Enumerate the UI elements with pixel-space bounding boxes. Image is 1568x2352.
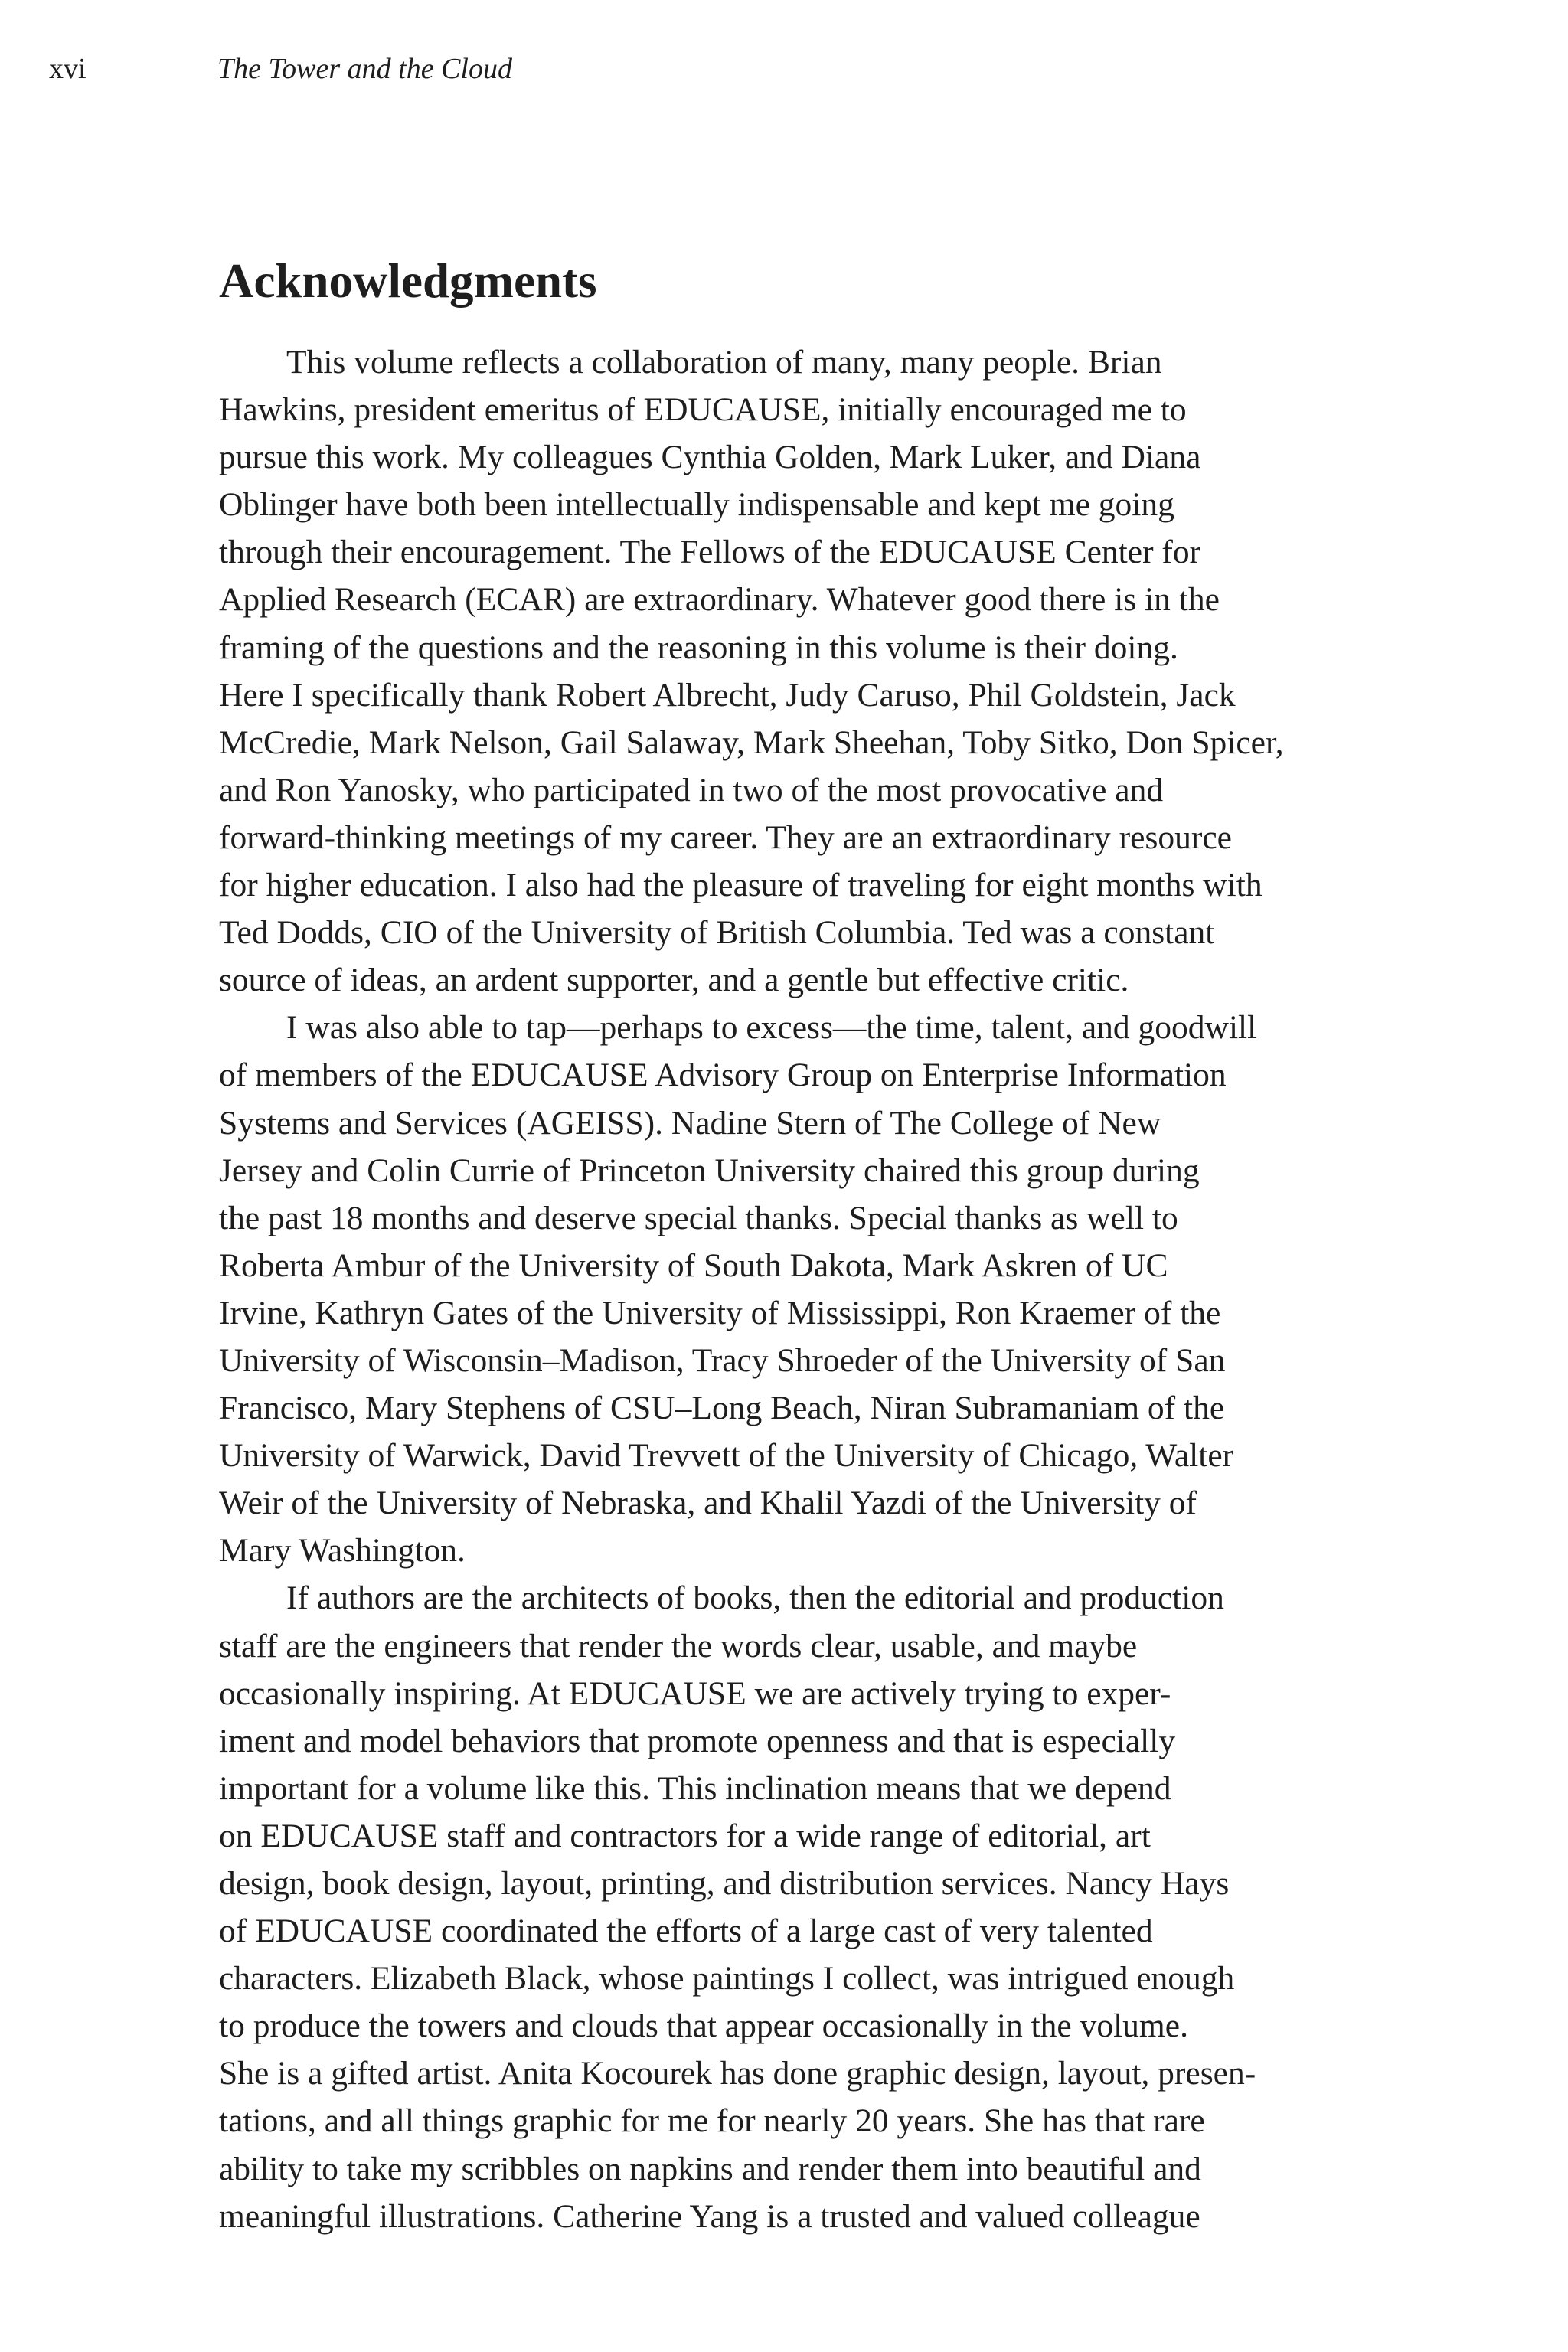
text-line: She is a gifted artist. Anita Kocourek has done graphic design, layout, presen- (219, 2055, 1256, 2092)
text-line: University of Wisconsin–Madison, Tracy Shroeder of the University of San (219, 1341, 1226, 1379)
text-line: Jersey and Colin Currie of Princeton University chaired this group during (219, 1152, 1200, 1189)
text-line: Roberta Ambur of the University of South Dakota, Mark Askren of UC (219, 1246, 1168, 1284)
text-line: design, book design, layout, printing, and distribution services. Nancy Hays (219, 1865, 1230, 1902)
text-line: Here I specifically thank Robert Albrecht, Judy Caruso, Phil Goldstein, Jack (219, 676, 1236, 714)
text-line: ability to take my scribbles on napkins and render them into beautiful and (219, 2150, 1201, 2187)
text-line: This volume reflects a collaboration of many, many people. Brian (286, 344, 1162, 381)
text-line: I was also able to tap—perhaps to excess—the time, talent, and goodwill (286, 1009, 1257, 1047)
text-line: If authors are the architects of books, then the editorial and production (286, 1579, 1224, 1617)
text-line: characters. Elizabeth Black, whose paintings I collect, was intrigued enough (219, 1960, 1235, 1998)
text-line: tations, and all things graphic for me for nearly 20 years. She has that rare (219, 2102, 1205, 2140)
text-line: on EDUCAUSE staff and contractors for a wide range of editorial, art (219, 1817, 1151, 1854)
running-title: The Tower and the Cloud (217, 53, 512, 85)
text-line: Mary Washington. (219, 1532, 466, 1570)
text-line: Weir of the University of Nebraska, and Khalil Yazdi of the University of (219, 1485, 1197, 1522)
text-line: Irvine, Kathryn Gates of the University of Mississippi, Ron Kraemer of the (219, 1294, 1221, 1331)
text-line: framing of the questions and the reasoning in this volume is their doing. (219, 629, 1178, 666)
text-line: source of ideas, an ardent supporter, and a gentle but effective critic. (219, 962, 1129, 999)
text-line: and Ron Yanosky, who participated in two of the most provocative and (219, 771, 1164, 808)
text-line: pursue this work. My colleagues Cynthia Golden, Mark Luker, and Diana (219, 439, 1201, 476)
text-line: meaningful illustrations. Catherine Yang is a trusted and valued colleague (219, 2197, 1200, 2235)
text-line: forward-thinking meetings of my career. They are an extraordinary resource (219, 818, 1232, 856)
page-content (219, 247, 1367, 2240)
paragraph (219, 1574, 1367, 2239)
text-line: occasionally inspiring. At EDUCAUSE we are actively trying to exper- (219, 1674, 1171, 1712)
page-number: xvi (49, 53, 87, 85)
paragraph (219, 1004, 1367, 1574)
text-line: Applied Research (ECAR) are extraordinary. Whatever good there is in the (219, 581, 1220, 619)
text-line: Hawkins, president emeritus of EDUCAUSE, initially encouraged me to (219, 391, 1187, 429)
text-line: for higher education. I also had the pleasure of traveling for eight months with (219, 867, 1263, 904)
running-header (49, 49, 512, 89)
paragraph (219, 338, 1367, 1004)
text-line: University of Warwick, David Trevvett of the University of Chicago, Walter (219, 1437, 1234, 1475)
text-line: Systems and Services (AGEISS). Nadine Stern of The College of New (219, 1104, 1161, 1142)
text-line: staff are the engineers that render the words clear, usable, and maybe (219, 1627, 1138, 1664)
text-line: of members of the EDUCAUSE Advisory Group on Enterprise Information (219, 1057, 1227, 1094)
section-title: Acknowledgments (219, 254, 597, 308)
text-line: Ted Dodds, CIO of the University of British Columbia. Ted was a constant (219, 914, 1215, 952)
text-line: through their encouragement. The Fellows of the EDUCAUSE Center for (219, 534, 1201, 571)
text-line: the past 18 months and deserve special thanks. Special thanks as well to (219, 1199, 1178, 1236)
text-line: important for a volume like this. This inclination means that we depend (219, 1769, 1171, 1807)
text-line: of EDUCAUSE coordinated the efforts of a large cast of very talented (219, 1913, 1153, 1950)
text-line: Oblinger have both been intellectually indispensable and kept me going (219, 486, 1174, 524)
text-line: Francisco, Mary Stephens of CSU–Long Beach, Niran Subramaniam of the (219, 1390, 1225, 1427)
text-line: McCredie, Mark Nelson, Gail Salaway, Mark Sheehan, Toby Sitko, Don Spicer, (219, 724, 1284, 761)
body-text (219, 338, 1367, 2240)
text-line: to produce the towers and clouds that appear occasionally in the volume. (219, 2007, 1188, 2045)
text-line: iment and model behaviors that promote openness and that is especially (219, 1722, 1176, 1759)
